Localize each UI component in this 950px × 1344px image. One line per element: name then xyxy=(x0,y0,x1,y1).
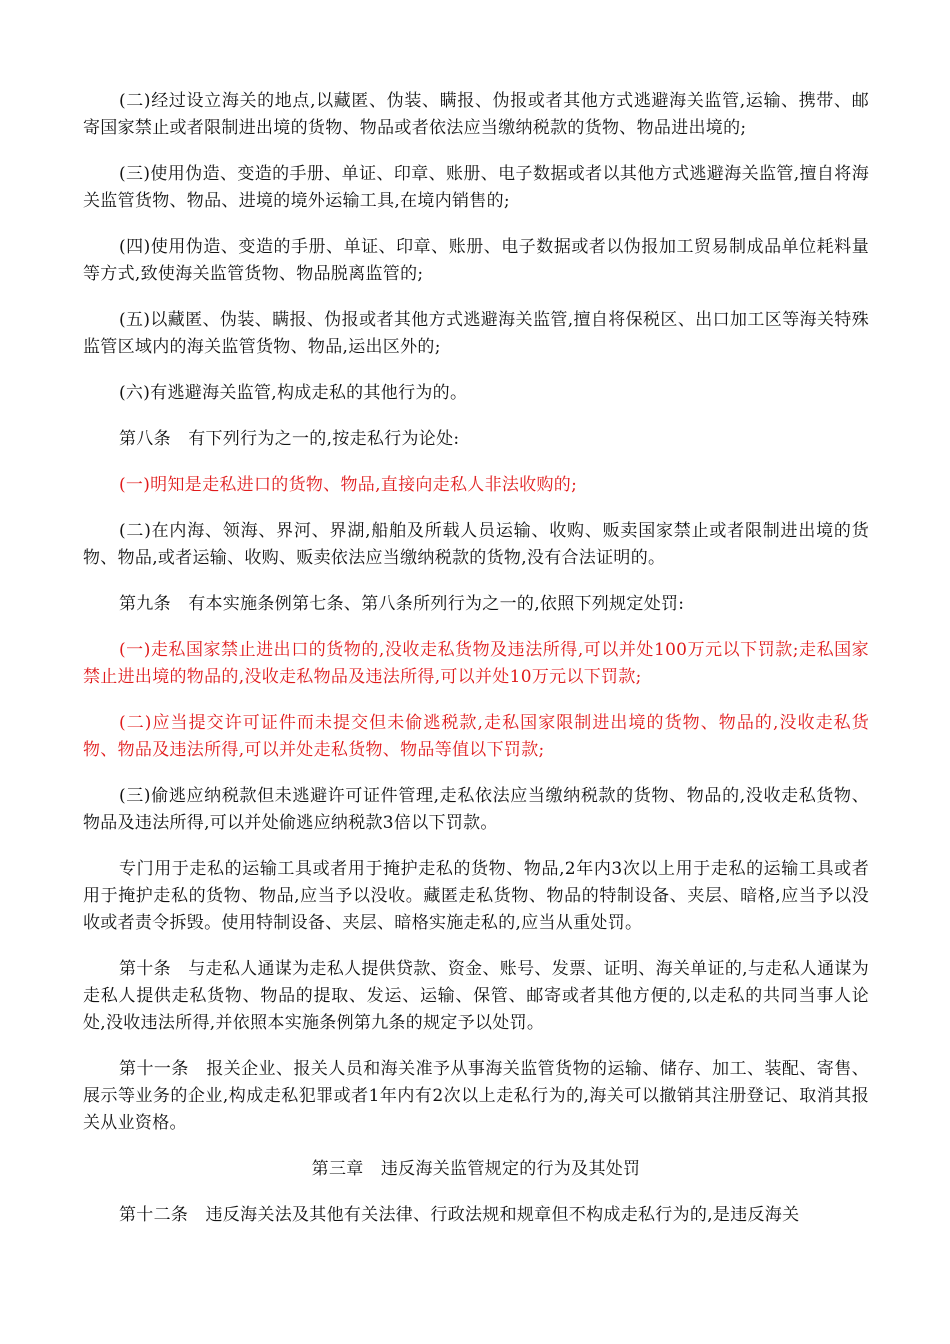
clause-5: (五)以藏匿、伪装、瞒报、伪报或者其他方式逃避海关监管,擅自将保税区、出口加工区等海关特殊监管区域内的海关监管货物、物品,运出区外的; xyxy=(83,310,869,357)
article-8-heading: 第八条 有下列行为之一的,按走私行为论处: xyxy=(119,429,460,449)
article-8-clause-1-highlighted: (一)明知是走私进口的货物、物品,直接向走私人非法收购的; xyxy=(119,475,578,495)
article-9-clause-2-highlighted: (二)应当提交许可证件而未提交但未偷逃税款,走私国家限制进出境的货物、物品的,没收走私货物、物品及违法所得,可以并处走私货物、物品等值以下罚款; xyxy=(83,713,869,760)
chapter-title: 第三章 违反海关监管规定的行为及其处罚 xyxy=(311,1159,641,1179)
document-body xyxy=(83,88,869,1248)
clause-4: (四)使用伪造、变造的手册、单证、印章、账册、电子数据或者以伪报加工贸易制成品单位耗料量等方式,致使海关监管货物、物品脱离监管的; xyxy=(83,237,869,284)
clause-6: (六)有逃避海关监管,构成走私的其他行为的。 xyxy=(119,383,468,403)
article-12: 第十二条 违反海关法及其他有关法律、行政法规和规章但不构成走私行为的,是违反海关 xyxy=(119,1205,800,1225)
article-8-clause-2: (二)在内海、领海、界河、界湖,船舶及所载人员运输、收购、贩卖国家禁止或者限制进出境的货物、物品,或者运输、收购、贩卖依法应当缴纳税款的货物,没有合法证明的。 xyxy=(83,521,869,568)
article-11: 第十一条 报关企业、报关人员和海关准予从事海关监管货物的运输、储存、加工、装配、寄售、展示等业务的企业,构成走私犯罪或者1年内有2次以上走私行为的,海关可以撤销其注册登记、取消其报关从业资格。 xyxy=(83,1059,869,1133)
article-9-clause-1-highlighted: (一)走私国家禁止进出口的货物的,没收走私货物及违法所得,可以并处100万元以下罚款;走私国家禁止进出境的物品的,没收走私物品及违法所得,可以并处10万元以下罚款; xyxy=(83,640,869,687)
article-9-heading: 第九条 有本实施条例第七条、第八条所列行为之一的,依照下列规定处罚: xyxy=(119,594,685,614)
clause-3: (三)使用伪造、变造的手册、单证、印章、账册、电子数据或者以其他方式逃避海关监管,擅自将海关监管货物、物品、进境的境外运输工具,在境内销售的; xyxy=(83,164,869,211)
article-9-clause-3: (三)偷逃应纳税款但未逃避许可证件管理,走私依法应当缴纳税款的货物、物品的,没收走私货物、物品及违法所得,可以并处偷逃应纳税款3倍以下罚款。 xyxy=(83,786,869,833)
article-10: 第十条 与走私人通谋为走私人提供贷款、资金、账号、发票、证明、海关单证的,与走私人通谋为走私人提供走私货物、物品的提取、发运、运输、保管、邮寄或者其他方便的,以走私的共同当事人论处,没收违法所得,并依照本实施条例第九条的规定予以处罚。 xyxy=(83,959,869,1033)
article-9-supplement: 专门用于走私的运输工具或者用于掩护走私的货物、物品,2年内3次以上用于走私的运输工具或者用于掩护走私的货物、物品,应当予以没收。藏匿走私货物、物品的特制设备、夹层、暗格,应当予以没收或者责令拆毁。使用特制设备、夹层、暗格实施走私的,应当从重处罚。 xyxy=(83,859,869,933)
clause-2: (二)经过设立海关的地点,以藏匿、伪装、瞒报、伪报或者其他方式逃避海关监管,运输、携带、邮寄国家禁止或者限制进出境的货物、物品或者依法应当缴纳税款的货物、物品进出境的; xyxy=(83,91,869,138)
